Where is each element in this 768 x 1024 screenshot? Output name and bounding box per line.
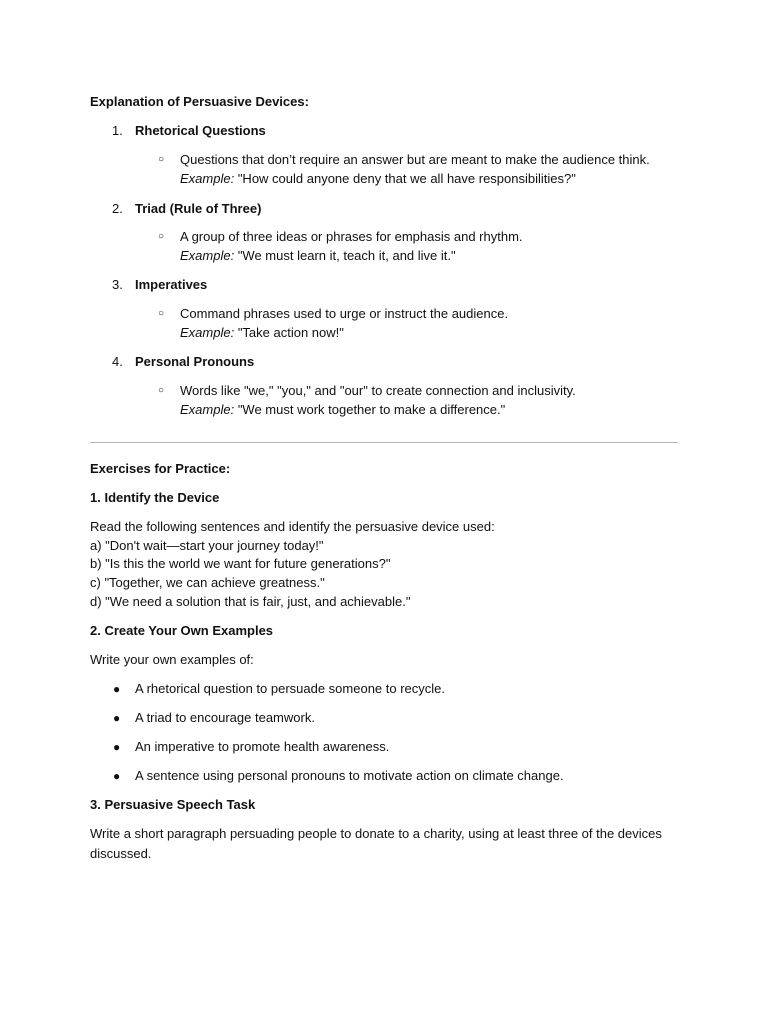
example-text: "We must work together to make a difference." <box>234 402 506 417</box>
exercise-line: d) "We need a solution that is fair, just, and achievable." <box>90 594 411 609</box>
device-title: Rhetorical Questions <box>135 123 266 138</box>
list-item: An imperative to promote health awareness. <box>135 739 390 754</box>
device-description: Words like "we," "you," and "our" to create connection and inclusivity. <box>180 383 576 398</box>
exercise-title: 1. Identify the Device <box>90 490 220 505</box>
bullet-icon: ● <box>113 711 121 725</box>
exercise-line: b) "Is this the world we want for future generations?" <box>90 556 391 571</box>
device-number: 2. <box>112 201 123 216</box>
device-title: Imperatives <box>135 277 208 292</box>
hollow-bullet-icon: ○ <box>158 231 165 242</box>
list-item: A rhetorical question to persuade someone to recycle. <box>135 681 446 696</box>
example-label: Example: <box>180 325 235 340</box>
bullet-icon: ● <box>113 769 121 783</box>
exercise-intro: Write your own examples of: <box>90 652 254 667</box>
device-example <box>180 324 344 342</box>
bullet-icon: ● <box>113 682 121 696</box>
hollow-bullet-icon: ○ <box>158 385 165 396</box>
example-label: Example: <box>180 402 235 417</box>
list-item: A triad to encourage teamwork. <box>135 710 315 725</box>
exercises-heading: Exercises for Practice: <box>90 461 231 476</box>
device-number: 4. <box>112 354 123 369</box>
example-label: Example: <box>180 171 235 186</box>
list-item: A sentence using personal pronouns to motivate action on climate change. <box>135 768 564 783</box>
exercise-line: discussed. <box>90 846 152 861</box>
exercise-line: Read the following sentences and identify the persuasive device used: <box>90 519 495 534</box>
section-divider <box>90 442 678 443</box>
explanation-heading: Explanation of Persuasive Devices: <box>90 94 309 109</box>
hollow-bullet-icon: ○ <box>158 308 165 319</box>
device-title: Triad (Rule of Three) <box>135 201 262 216</box>
exercise-title: 3. Persuasive Speech Task <box>90 797 256 812</box>
exercise-line: a) "Don't wait—start your journey today!" <box>90 538 324 553</box>
example-text: "How could anyone deny that we all have responsibilities?" <box>234 171 576 186</box>
device-example <box>180 170 576 188</box>
example-text: "We must learn it, teach it, and live it." <box>234 248 456 263</box>
bullet-icon: ● <box>113 740 121 754</box>
example-label: Example: <box>180 248 235 263</box>
device-number: 3. <box>112 277 123 292</box>
exercise-line: Write a short paragraph persuading people to donate to a charity, using at least three of the devices <box>90 826 662 841</box>
exercise-title: 2. Create Your Own Examples <box>90 623 274 638</box>
device-number: 1. <box>112 123 123 138</box>
device-description: A group of three ideas or phrases for emphasis and rhythm. <box>180 229 523 244</box>
device-title: Personal Pronouns <box>135 354 255 369</box>
hollow-bullet-icon: ○ <box>158 154 165 165</box>
device-example <box>180 401 505 419</box>
example-text: "Take action now!" <box>234 325 344 340</box>
device-description: Questions that don’t require an answer but are meant to make the audience think. <box>180 152 650 167</box>
device-example <box>180 247 456 265</box>
device-description: Command phrases used to urge or instruct the audience. <box>180 306 509 321</box>
exercise-line: c) "Together, we can achieve greatness." <box>90 575 325 590</box>
